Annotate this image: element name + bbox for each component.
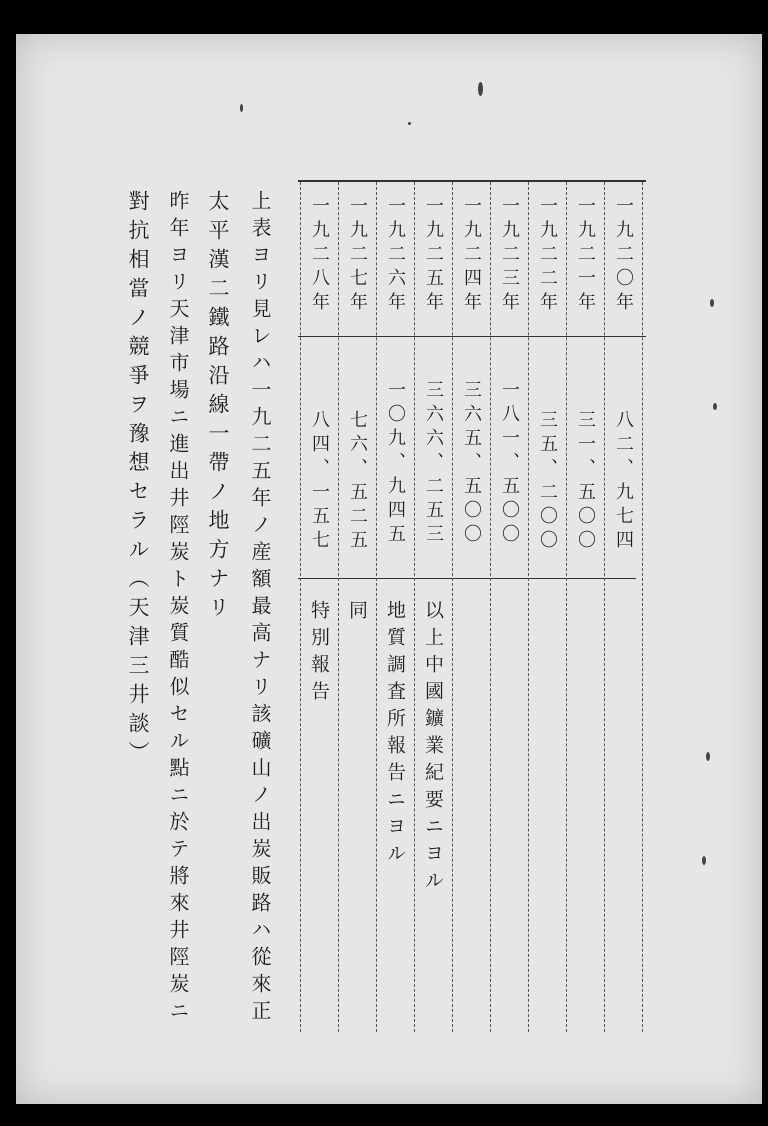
- table-year-cell: 一九二八年: [309, 196, 330, 316]
- body-text-line: 對抗相當ノ競爭ヲ豫想セラル（天津三井談）: [126, 190, 150, 770]
- scan-speck: [706, 752, 710, 761]
- column-divider: [414, 182, 415, 1032]
- table-source-note: 特別報告: [308, 600, 330, 708]
- scan-speck: [702, 856, 706, 865]
- scan-speck: [408, 122, 411, 125]
- column-divider: [338, 182, 339, 1032]
- body-text-line: 昨年ヨリ天津市場ニ進出井陘炭ト炭質酷似セル點ニ於テ將來井陘炭ニ: [166, 190, 190, 1027]
- table-header-rule: [298, 336, 646, 337]
- table-source-note: 同: [346, 600, 368, 627]
- column-divider: [376, 182, 377, 1032]
- table-value-cell: 三一、五〇〇: [575, 410, 596, 554]
- table-value-cell: 三六五、五〇〇: [461, 380, 482, 548]
- scan-speck: [713, 403, 717, 410]
- table-top-rule: [298, 180, 646, 182]
- column-divider: [490, 182, 491, 1032]
- column-divider: [566, 182, 567, 1032]
- table-year-cell: 一九二三年: [499, 196, 520, 316]
- scan-speck: [710, 299, 714, 307]
- table-year-cell: 一九二一年: [575, 196, 596, 316]
- column-divider: [642, 182, 643, 1032]
- table-year-cell: 一九二六年: [385, 196, 406, 316]
- table-value-cell: 八二、九七四: [613, 410, 634, 554]
- column-divider: [604, 182, 605, 1032]
- table-value-cell: 三六六、二五三: [423, 380, 444, 548]
- column-divider: [452, 182, 453, 1032]
- column-divider: [528, 182, 529, 1032]
- table-source-note: 以上中國鑛業紀要ニヨル: [422, 600, 444, 897]
- scan-speck: [478, 82, 483, 96]
- table-year-cell: 一九二二年: [537, 196, 558, 316]
- table-value-cell: 三五、二〇〇: [537, 410, 558, 554]
- table-value-cell: 七六、五二五: [347, 410, 368, 554]
- table-value-cell: 一八一、五〇〇: [499, 380, 520, 548]
- table-year-cell: 一九二四年: [461, 196, 482, 316]
- table-year-cell: 一九二七年: [347, 196, 368, 316]
- scan-speck: [240, 104, 243, 112]
- body-text-line: 太平漢二鐵路沿線一帶ノ地方ナリ: [206, 190, 230, 625]
- table-value-cell: 一〇九、九四五: [385, 380, 406, 548]
- table-year-cell: 一九二〇年: [613, 196, 634, 316]
- body-text-line: 上表ヨリ見レハ一九二五年ノ産額最高ナリ該礦山ノ出炭販路ハ從來正: [248, 190, 272, 1027]
- column-divider: [300, 182, 301, 1032]
- table-source-note: 地質調査所報告ニヨル: [384, 600, 406, 870]
- table-value-cell: 八四、一五七: [309, 410, 330, 554]
- table-data-bottom-rule: [298, 578, 636, 579]
- table-year-cell: 一九二五年: [423, 196, 444, 316]
